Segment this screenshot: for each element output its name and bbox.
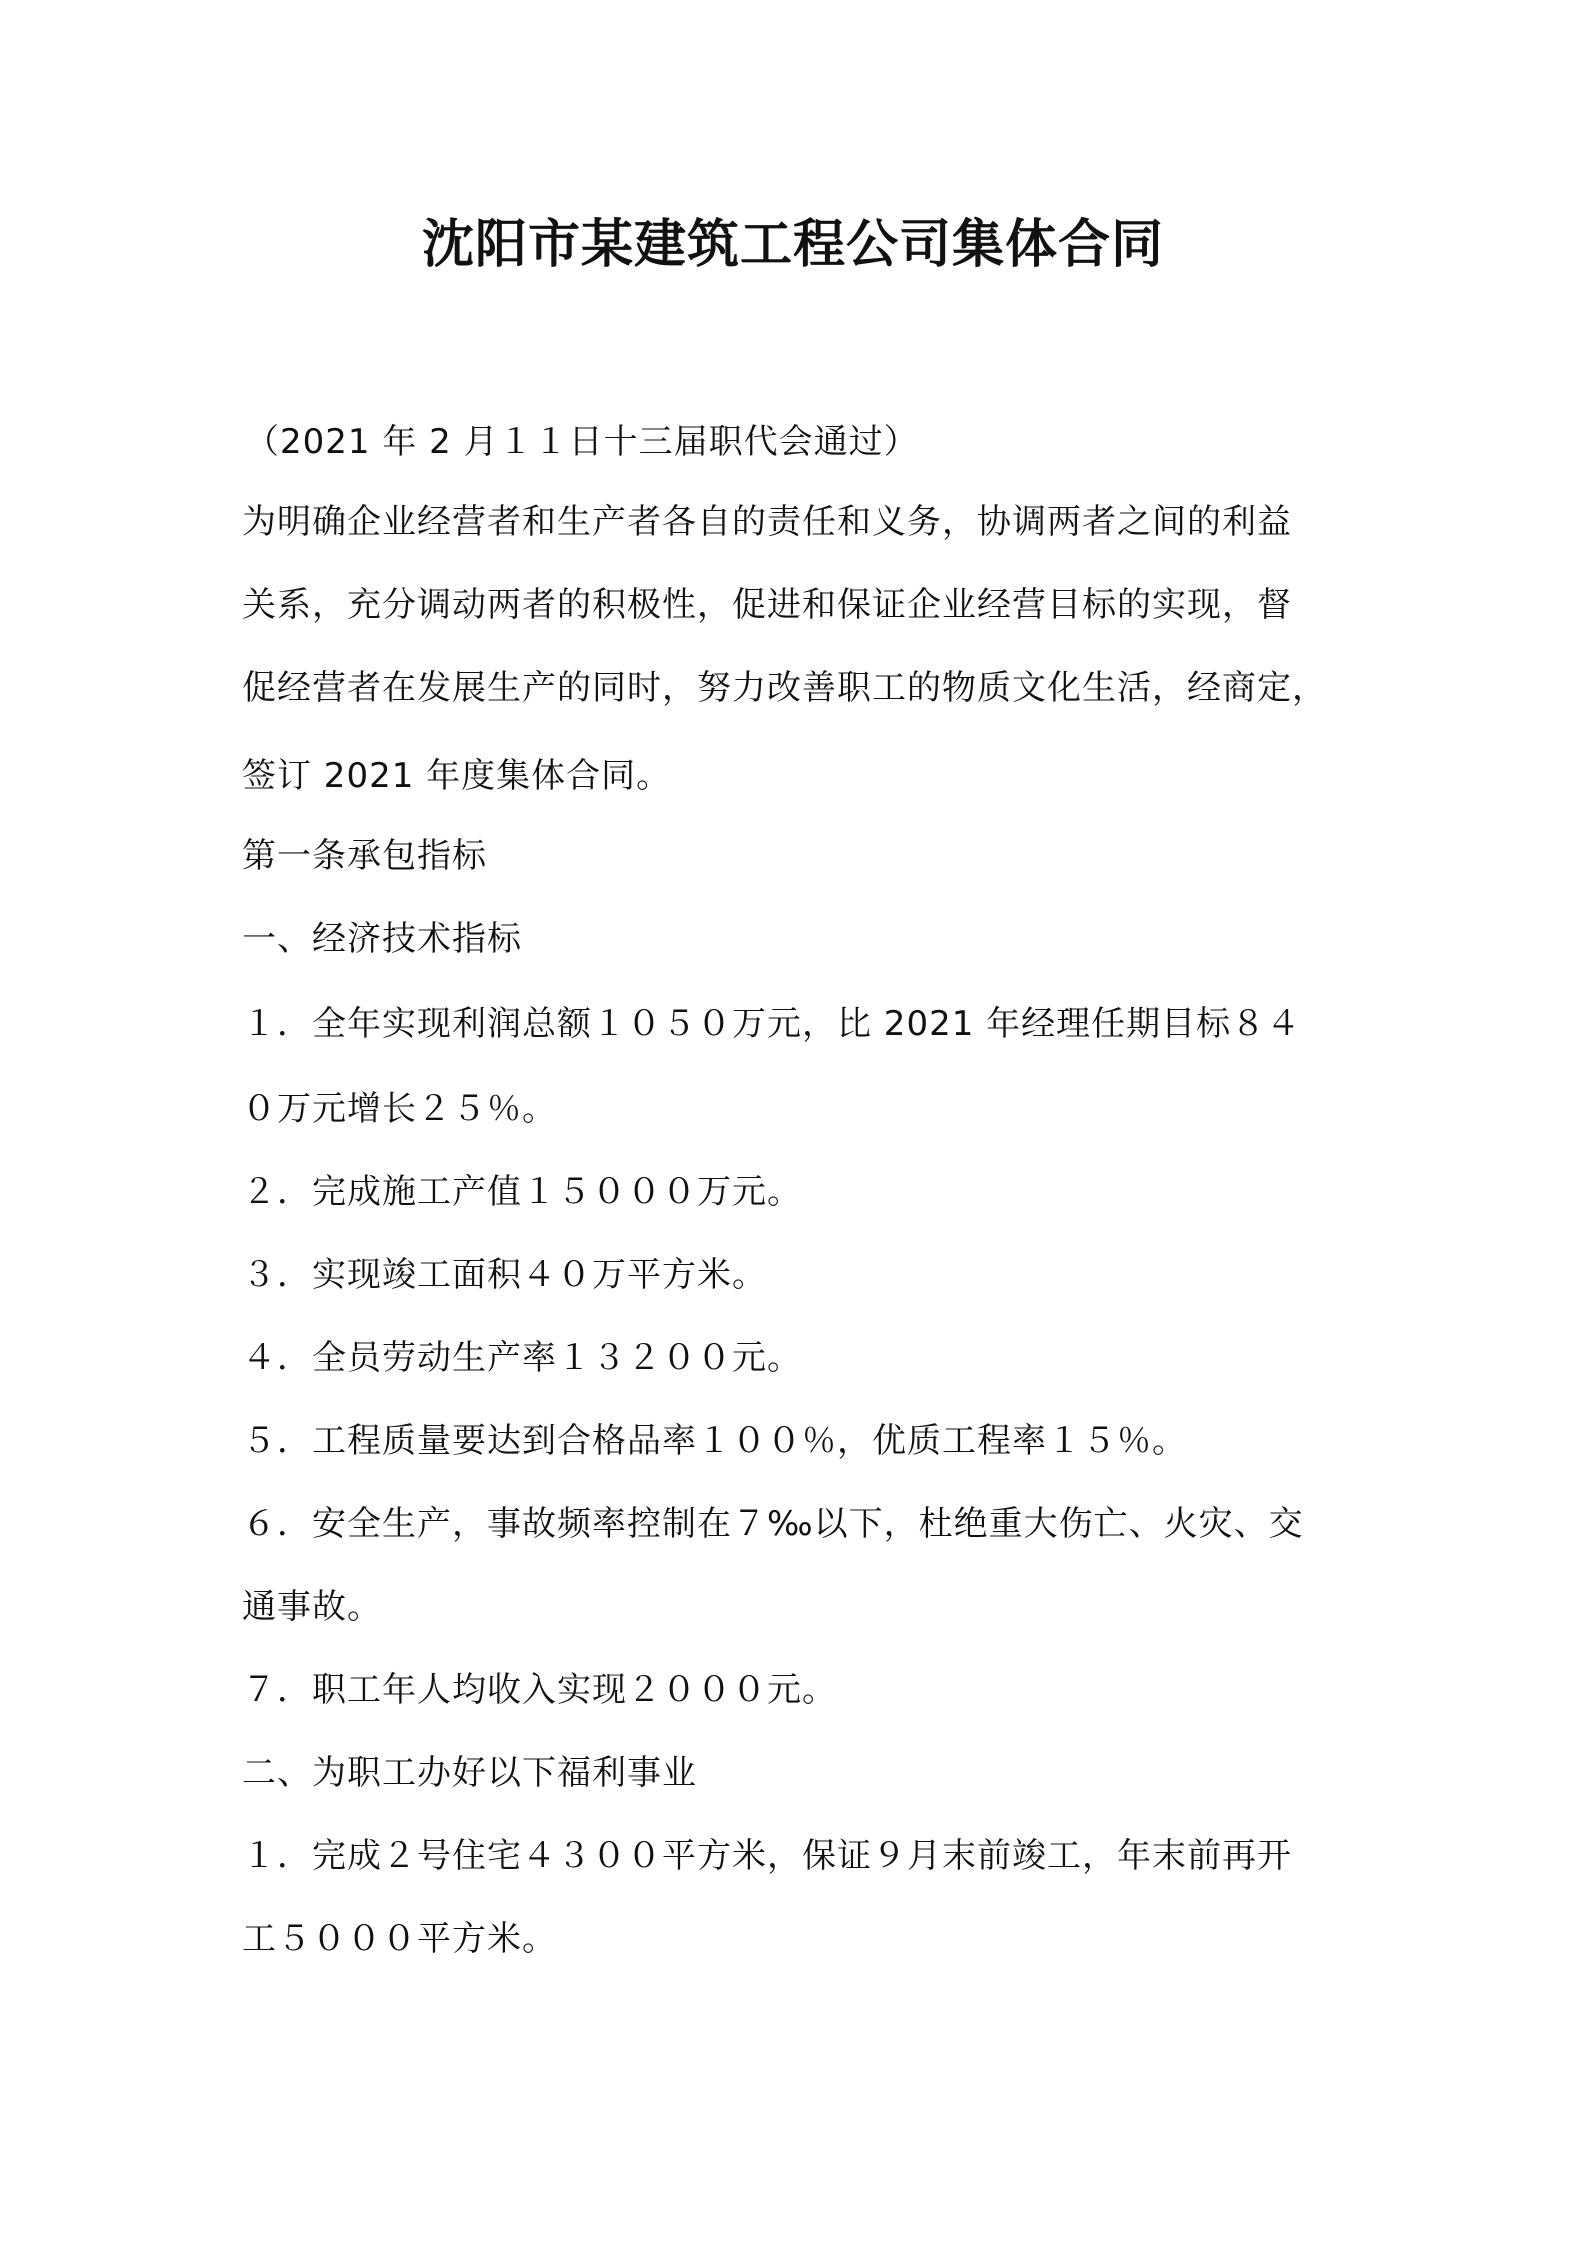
paragraph-line: 为明确企业经营者和生产者各自的责任和义务，协调两者之间的利益 bbox=[242, 502, 1292, 542]
list-item-continuation: 通事故。 bbox=[242, 1587, 382, 1627]
paragraph-line: 关系，充分调动两者的积极性，促进和保证企业经营目标的实现，督 bbox=[242, 585, 1292, 625]
subsection-heading: 二、为职工办好以下福利事业 bbox=[242, 1753, 697, 1793]
list-item: ２．完成施工产值１５０００万元。 bbox=[242, 1172, 802, 1212]
list-item-continuation: 工５０００平方米。 bbox=[242, 1919, 557, 1959]
list-item: ５．工程质量要达到合格品率１００％，优质工程率１５％。 bbox=[242, 1421, 1187, 1461]
paragraph-line: 促经营者在发展生产的同时，努力改善职工的物质文化生活，经商定， bbox=[242, 668, 1327, 708]
list-item: １．全年实现利润总额１０５０万元，比 2021 年经理任期目标８４ bbox=[242, 1004, 1302, 1044]
section-heading: 第一条承包指标 bbox=[242, 836, 487, 876]
list-item: ７．职工年人均收入实现２０００元。 bbox=[242, 1670, 837, 1710]
list-item: １．完成２号住宅４３００平方米，保证９月末前竣工，年末前再开 bbox=[242, 1836, 1292, 1876]
list-item: ４．全员劳动生产率１３２００元。 bbox=[242, 1338, 802, 1378]
document-title: 沈阳市某建筑工程公司集体合同 bbox=[421, 215, 1164, 275]
list-item-continuation: ０万元增长２５％。 bbox=[242, 1089, 557, 1129]
paragraph-line: 签订 2021 年度集体合同。 bbox=[242, 756, 672, 796]
list-item: ３．实现竣工面积４０万平方米。 bbox=[242, 1255, 767, 1295]
subsection-heading: 一、经济技术指标 bbox=[242, 919, 522, 959]
list-item: ６．安全生产，事故频率控制在７‰以下，杜绝重大伤亡、火灾、交 bbox=[242, 1504, 1304, 1544]
document-subtitle: （2021 年 2 月１１日十三届职代会通过） bbox=[245, 422, 919, 462]
